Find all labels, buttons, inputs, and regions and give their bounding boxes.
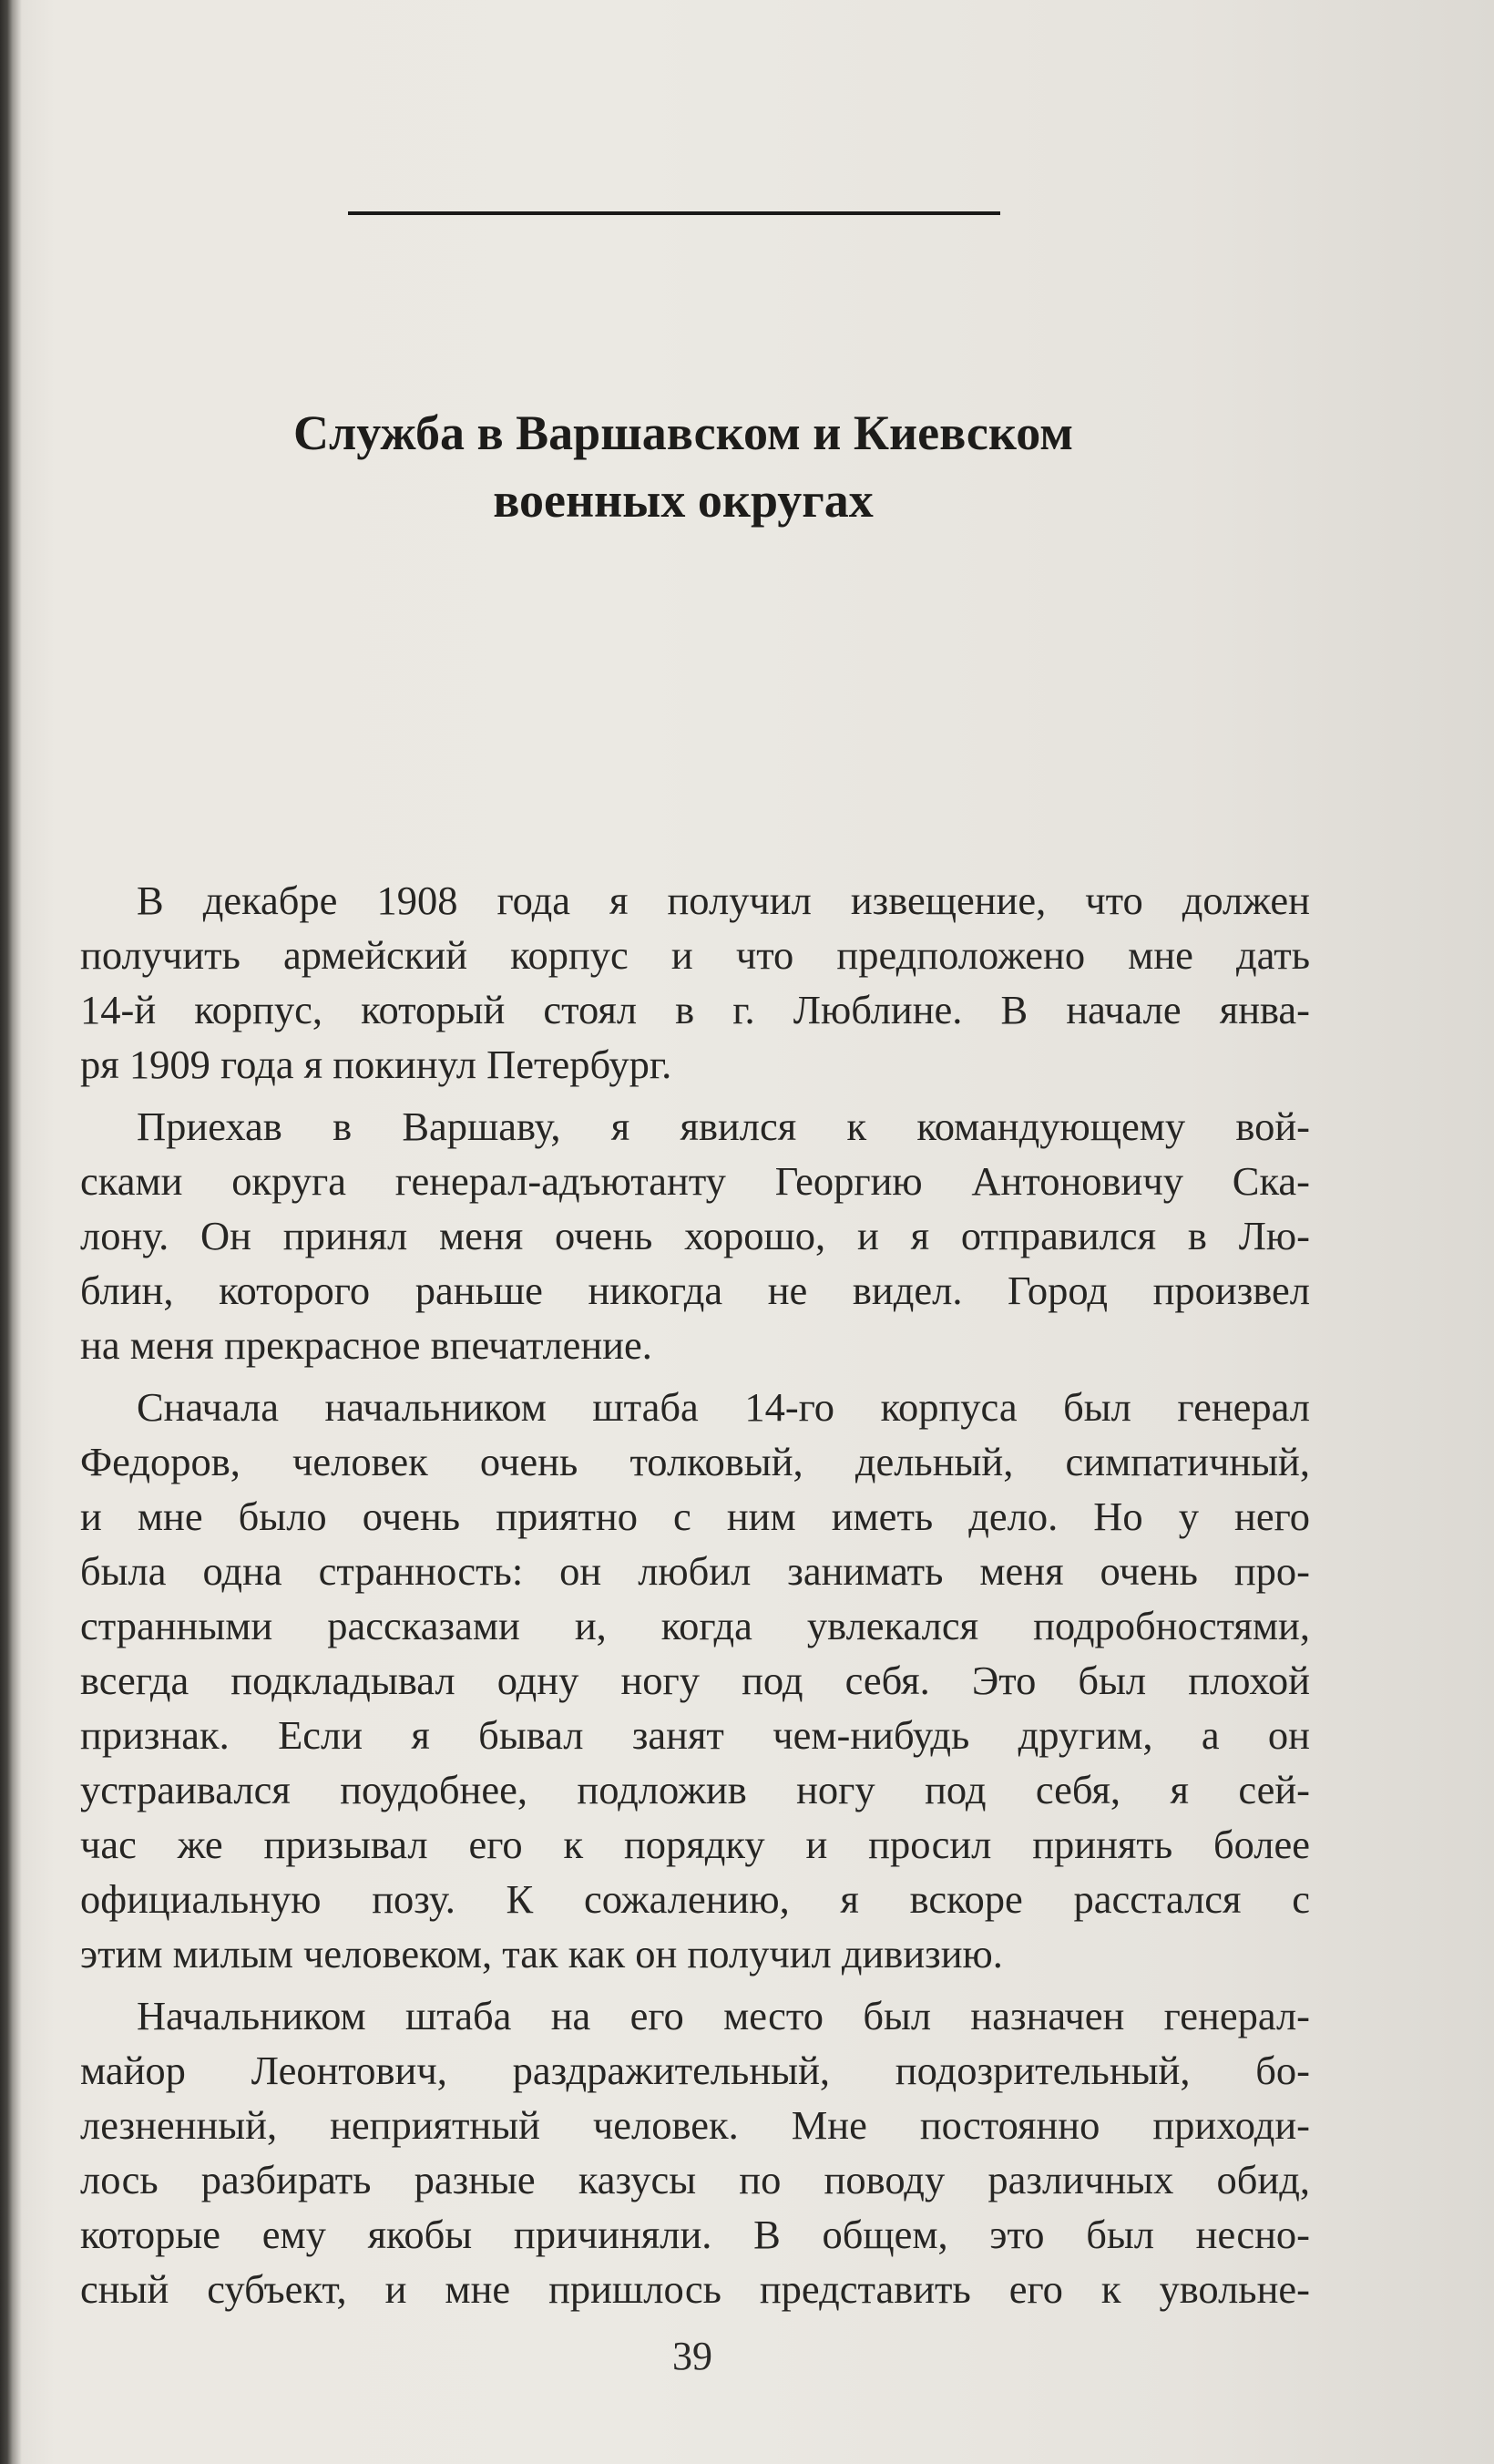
- text-line: В декабре 1908 года я получил извещение, что должен: [137, 878, 1310, 923]
- chapter-title: [137, 399, 1230, 534]
- text-line: Сначала начальником штаба 14-го корпуса был генерал: [137, 1384, 1310, 1430]
- body-text: [80, 873, 1310, 2324]
- text-line: на меня прекрасное впечатление.: [80, 1322, 652, 1368]
- text-line: лезненный, неприятный человек. Мне постоянно приходи-: [80, 2102, 1310, 2148]
- chapter-title-line-2: военных округах: [493, 473, 874, 528]
- paragraph-4: [80, 1988, 1310, 2316]
- text-line: которые ему якобы причиняли. В общем, это был несно-: [80, 2212, 1310, 2257]
- text-line: всегда подкладывал одну ногу под себя. Это был плохой: [80, 1658, 1310, 1703]
- text-line: Федоров, человек очень толковый, дельный, симпатичный,: [80, 1439, 1310, 1484]
- text-line: устраивался поудобнее, подложив ногу под себя, я сей-: [80, 1767, 1310, 1812]
- text-line: Приехав в Варшаву, я явился к командующему вой-: [137, 1104, 1310, 1149]
- text-line: странными рассказами и, когда увлекался подробностями,: [80, 1603, 1310, 1648]
- paragraph-2: [80, 1099, 1310, 1372]
- text-line: и мне было очень приятно с ним иметь дело. Но у него: [80, 1494, 1310, 1539]
- text-line: час же призывал его к порядку и просил принять более: [80, 1822, 1310, 1867]
- chapter-title-line-1: Служба в Варшавском и Киевском: [292, 406, 1074, 460]
- text-line: блин, которого раньше никогда не видел. Город произвел: [80, 1268, 1310, 1313]
- section-rule: [348, 211, 1000, 215]
- text-line: сками округа генерал-адъютанту Георгию Антоновичу Ска-: [80, 1158, 1310, 1204]
- text-line: лону. Он принял меня очень хорошо, и я отправился в Лю-: [80, 1213, 1310, 1258]
- text-line: официальную позу. К сожалению, я вскоре расстался с: [80, 1876, 1310, 1922]
- page-number: 39: [672, 2334, 712, 2378]
- text-line: этим милым человеком, так как он получил дивизию.: [80, 1931, 1003, 1976]
- text-line: 14-й корпус, который стоял в г. Люблине. В начале янва-: [80, 987, 1310, 1032]
- text-line: получить армейский корпус и что предположено мне дать: [80, 932, 1310, 978]
- text-line: была одна странность: он любил занимать меня очень про-: [80, 1548, 1310, 1594]
- text-line: признак. Если я бывал занят чем-нибудь другим, а он: [80, 1712, 1310, 1758]
- text-line: сный субъект, и мне пришлось представить его к увольне-: [80, 2266, 1310, 2312]
- paragraph-1: [80, 873, 1310, 1092]
- text-line: Начальником штаба на его место был назначен генерал-: [137, 1993, 1310, 2038]
- text-line: майор Леонтович, раздражительный, подозрительный, бо-: [80, 2048, 1310, 2093]
- text-line: лось разбирать разные казусы по поводу различных обид,: [80, 2157, 1310, 2202]
- paragraph-3: [80, 1380, 1310, 1981]
- text-line: ря 1909 года я покинул Петербург.: [80, 1042, 672, 1087]
